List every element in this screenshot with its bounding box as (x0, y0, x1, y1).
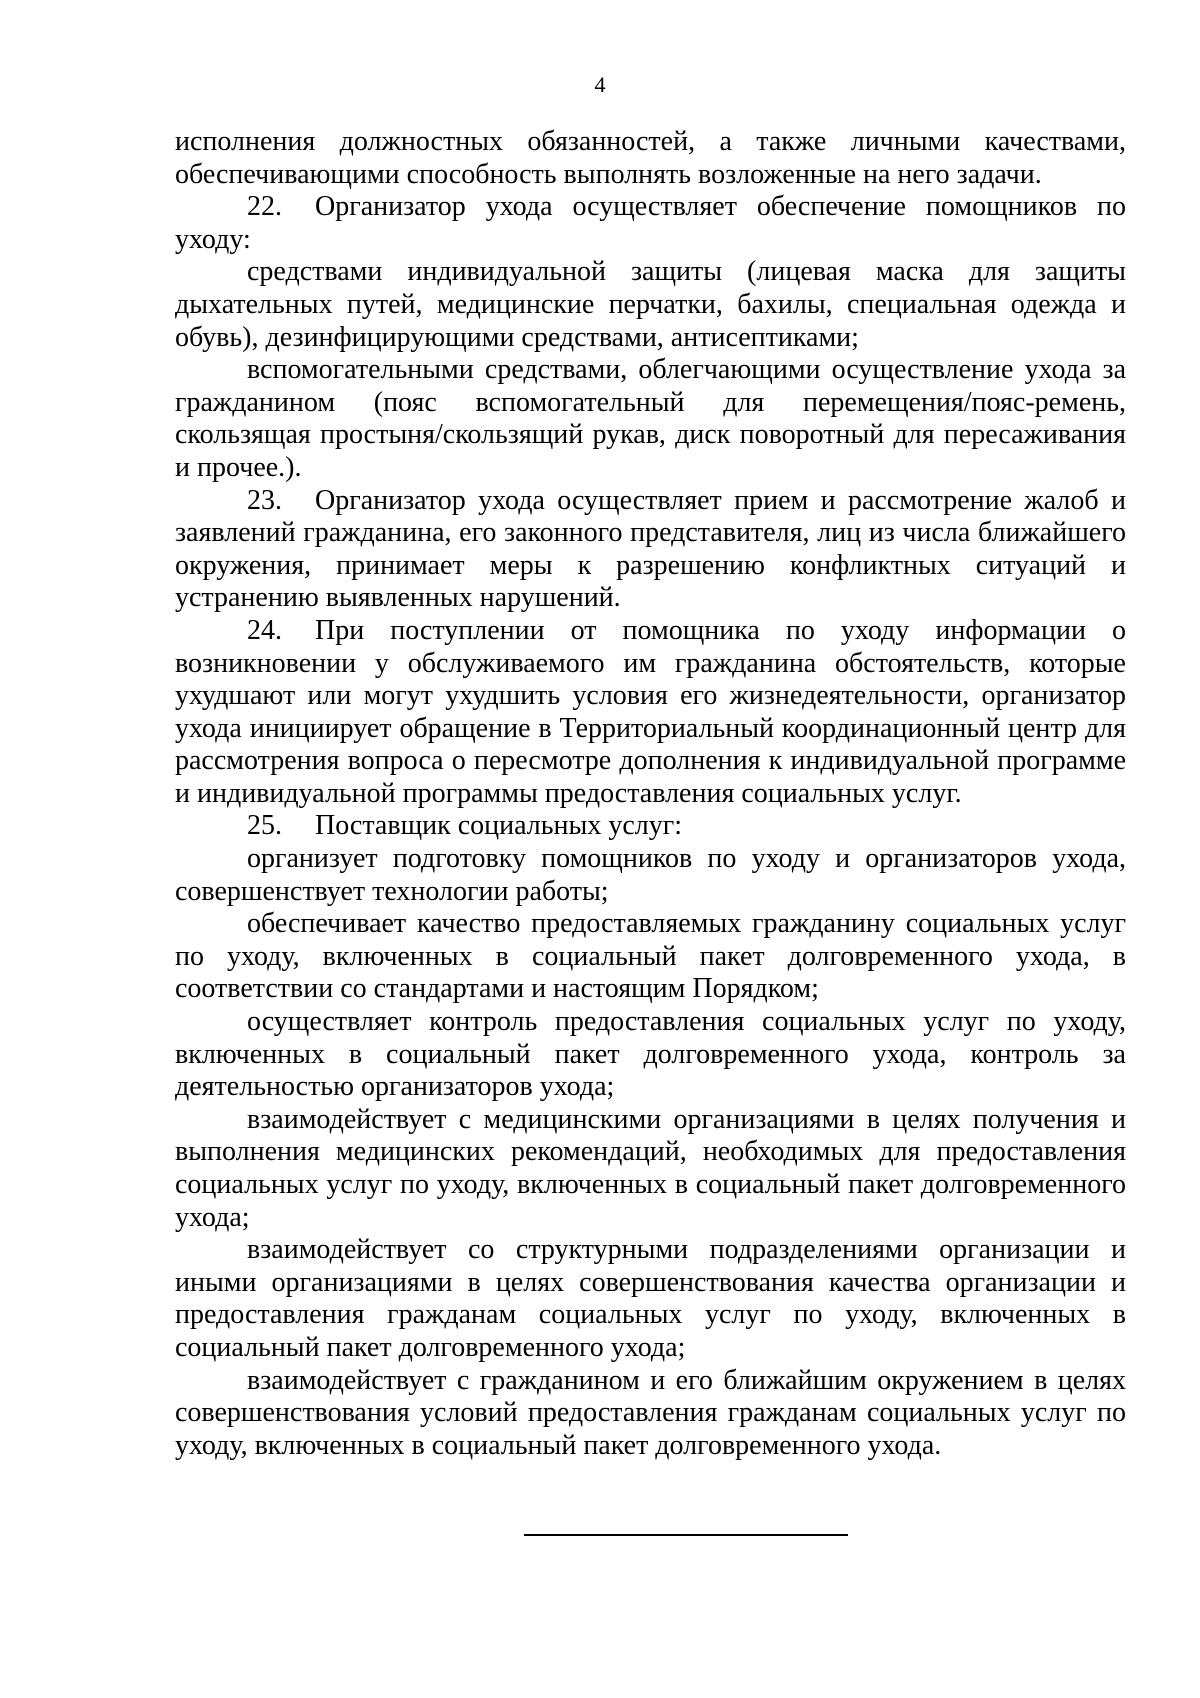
paragraph-sub-aids (175, 354, 1126, 484)
paragraph-number: 23. (247, 484, 282, 516)
paragraph-sub-medical (175, 1104, 1126, 1234)
paragraph-text: Поставщик социальных услуг: (315, 810, 682, 842)
paragraph-text: взаимодействует со структурными подразделениями организации и иными организациями в целях совершенствования качества организации и предоставления гражданам социальных услуг по уходу, включенных в социальный пакет долговременного ухода; (175, 1234, 1126, 1363)
paragraph-number: 25. (247, 810, 282, 842)
paragraph-sub-control (175, 1006, 1126, 1104)
paragraph-text: взаимодействует с гражданином и его ближайшим окружением в целях совершенствования условий предоставления гражданам социальных услуг по уходу, включенных в социальный пакет долговременного ухода. (175, 1364, 1126, 1461)
paragraph-text: обеспечивает качество предоставляемых гражданину социальных услуг по уходу, включенных в социальный пакет долговременного ухода, в соответствии со стандартами и настоящим Порядком; (175, 908, 1126, 1005)
paragraph-sub-citizen (175, 1365, 1126, 1463)
paragraph-text: При поступлении от помощника по уходу информации о возникновении у обслуживаемого им гражданина обстоятельств, которые ухудшают или могут ухудшить условия его жизнедеятельности, организатор ухода инициирует обращение в Территориальный координационный центр для рассмотрения вопроса о пересмотре дополнения к индивидуальной программе и индивидуальной программы предоставления социальных услуг. (175, 614, 1126, 809)
paragraph-text: Организатор ухода осуществляет обеспечение помощников по уходу: (175, 191, 1126, 255)
paragraph-sub-structural (175, 1234, 1126, 1364)
paragraph-text: осуществляет контроль предоставления социальных услуг по уходу, включенных в социальный пакет долговременного ухода, контроль за деятельностью организаторов ухода; (175, 1006, 1126, 1103)
paragraph-text: организует подготовку помощников по уходу и организаторов ухода, совершенствует технологии работы; (175, 843, 1126, 907)
paragraph-item-22 (175, 191, 1126, 256)
paragraph-item-23 (175, 485, 1126, 615)
paragraph-text: исполнения должностных обязанностей, а также личными качествами, обеспечивающими способность выполнять возложенные на него задачи. (175, 126, 1126, 190)
document-body (175, 126, 1126, 1462)
paragraph-item-24 (175, 615, 1126, 811)
paragraph-sub-quality (175, 908, 1126, 1006)
paragraph-number: 22. (247, 191, 282, 223)
paragraph-sub-training (175, 843, 1126, 908)
paragraph-item-25 (175, 810, 1126, 843)
paragraph-text: взаимодействует с медицинскими организациями в целях получения и выполнения медицинских рекомендаций, необходимых для предоставления социальных услуг по уходу, включенных в социальный пакет долговременного ухода; (175, 1103, 1126, 1233)
paragraph-number: 24. (247, 614, 282, 646)
paragraph-sub-ppe (175, 256, 1126, 354)
end-of-document-rule (524, 1534, 848, 1536)
paragraph-text: вспомогательными средствами, облегчающими осуществление ухода за гражданином (пояс вспомогательный для перемещения/пояс-ремень, скользящая простыня/скользящий рукав, диск поворотный для пересаживания и прочее.). (175, 354, 1126, 483)
page-number: 4 (594, 72, 606, 97)
paragraph-text: средствами индивидуальной защиты (лицевая маска для защиты дыхательных путей, медицинские перчатки, бахилы, специальная одежда и обувь), дезинфицирующими средствами, антисептиками; (175, 256, 1126, 353)
paragraph-text: Организатор ухода осуществляет прием и рассмотрение жалоб и заявлений гражданина, его законного представителя, лиц из числа ближайшего окружения, принимает меры к разрешению конфликтных ситуаций и устранению выявленных нарушений. (175, 484, 1126, 614)
paragraph-continuation (175, 126, 1126, 191)
